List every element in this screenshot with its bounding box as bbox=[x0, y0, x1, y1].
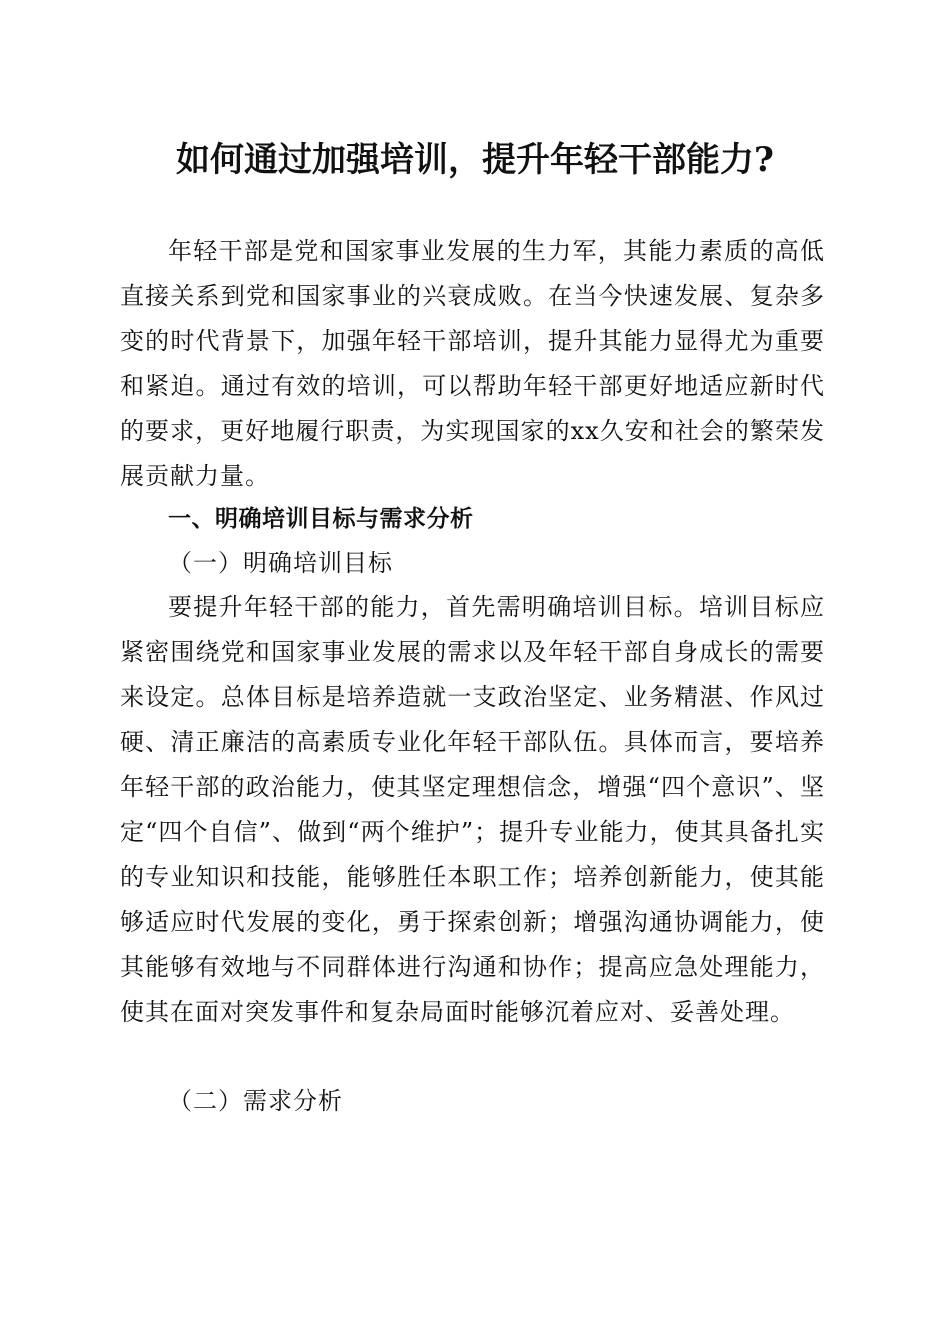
intro-paragraph: 年轻干部是党和国家事业发展的生力军，其能力素质的高低直接关系到党和国家事业的兴衰成败。在当今快速发展、复杂多变的时代背景下，加强年轻干部培训，提升其能力显得尤为重要和紧迫。通过有效的培训，可以帮助年轻干部更好地适应新时代的要求，更好地履行职责，为实现国家的xx久安和社会的繁荣发展贡献力量。 bbox=[120, 237, 825, 490]
training-goals-paragraph: 要提升年轻干部的能力，首先需明确培训目标。培训目标应紧密围绕党和国家事业发展的需求以及年轻干部自身成长的需要来设定。总体目标是培养造就一支政治坚定、业务精湛、作风过硬、清正廉洁的高素质专业化年轻干部队伍。具体而言，要培养年轻干部的政治能力，使其坚定理想信念，增强“四个意识”、坚定“四个自信”、做到“两个维护”；提升专业能力，使其具备扎实的专业知识和技能，能够胜任本职工作；培养创新能力，使其能够适应时代发展的变化，勇于探索创新；增强沟通协调能力，使其能够有效地与不同群体进行沟通和协作；提高应急处理能力，使其在面对突发事件和复杂局面时能够沉着应对、妥善处理。 bbox=[120, 593, 825, 1026]
subsection-heading-1: （一）明确培训目标 bbox=[168, 549, 393, 577]
subsection-heading-2: （二）需求分析 bbox=[168, 1087, 343, 1115]
document-page bbox=[120, 0, 830, 1344]
document-title: 如何通过加强培训，提升年轻干部能力? bbox=[176, 140, 774, 180]
section-heading-1: 一、明确培训目标与需求分析 bbox=[168, 506, 474, 532]
